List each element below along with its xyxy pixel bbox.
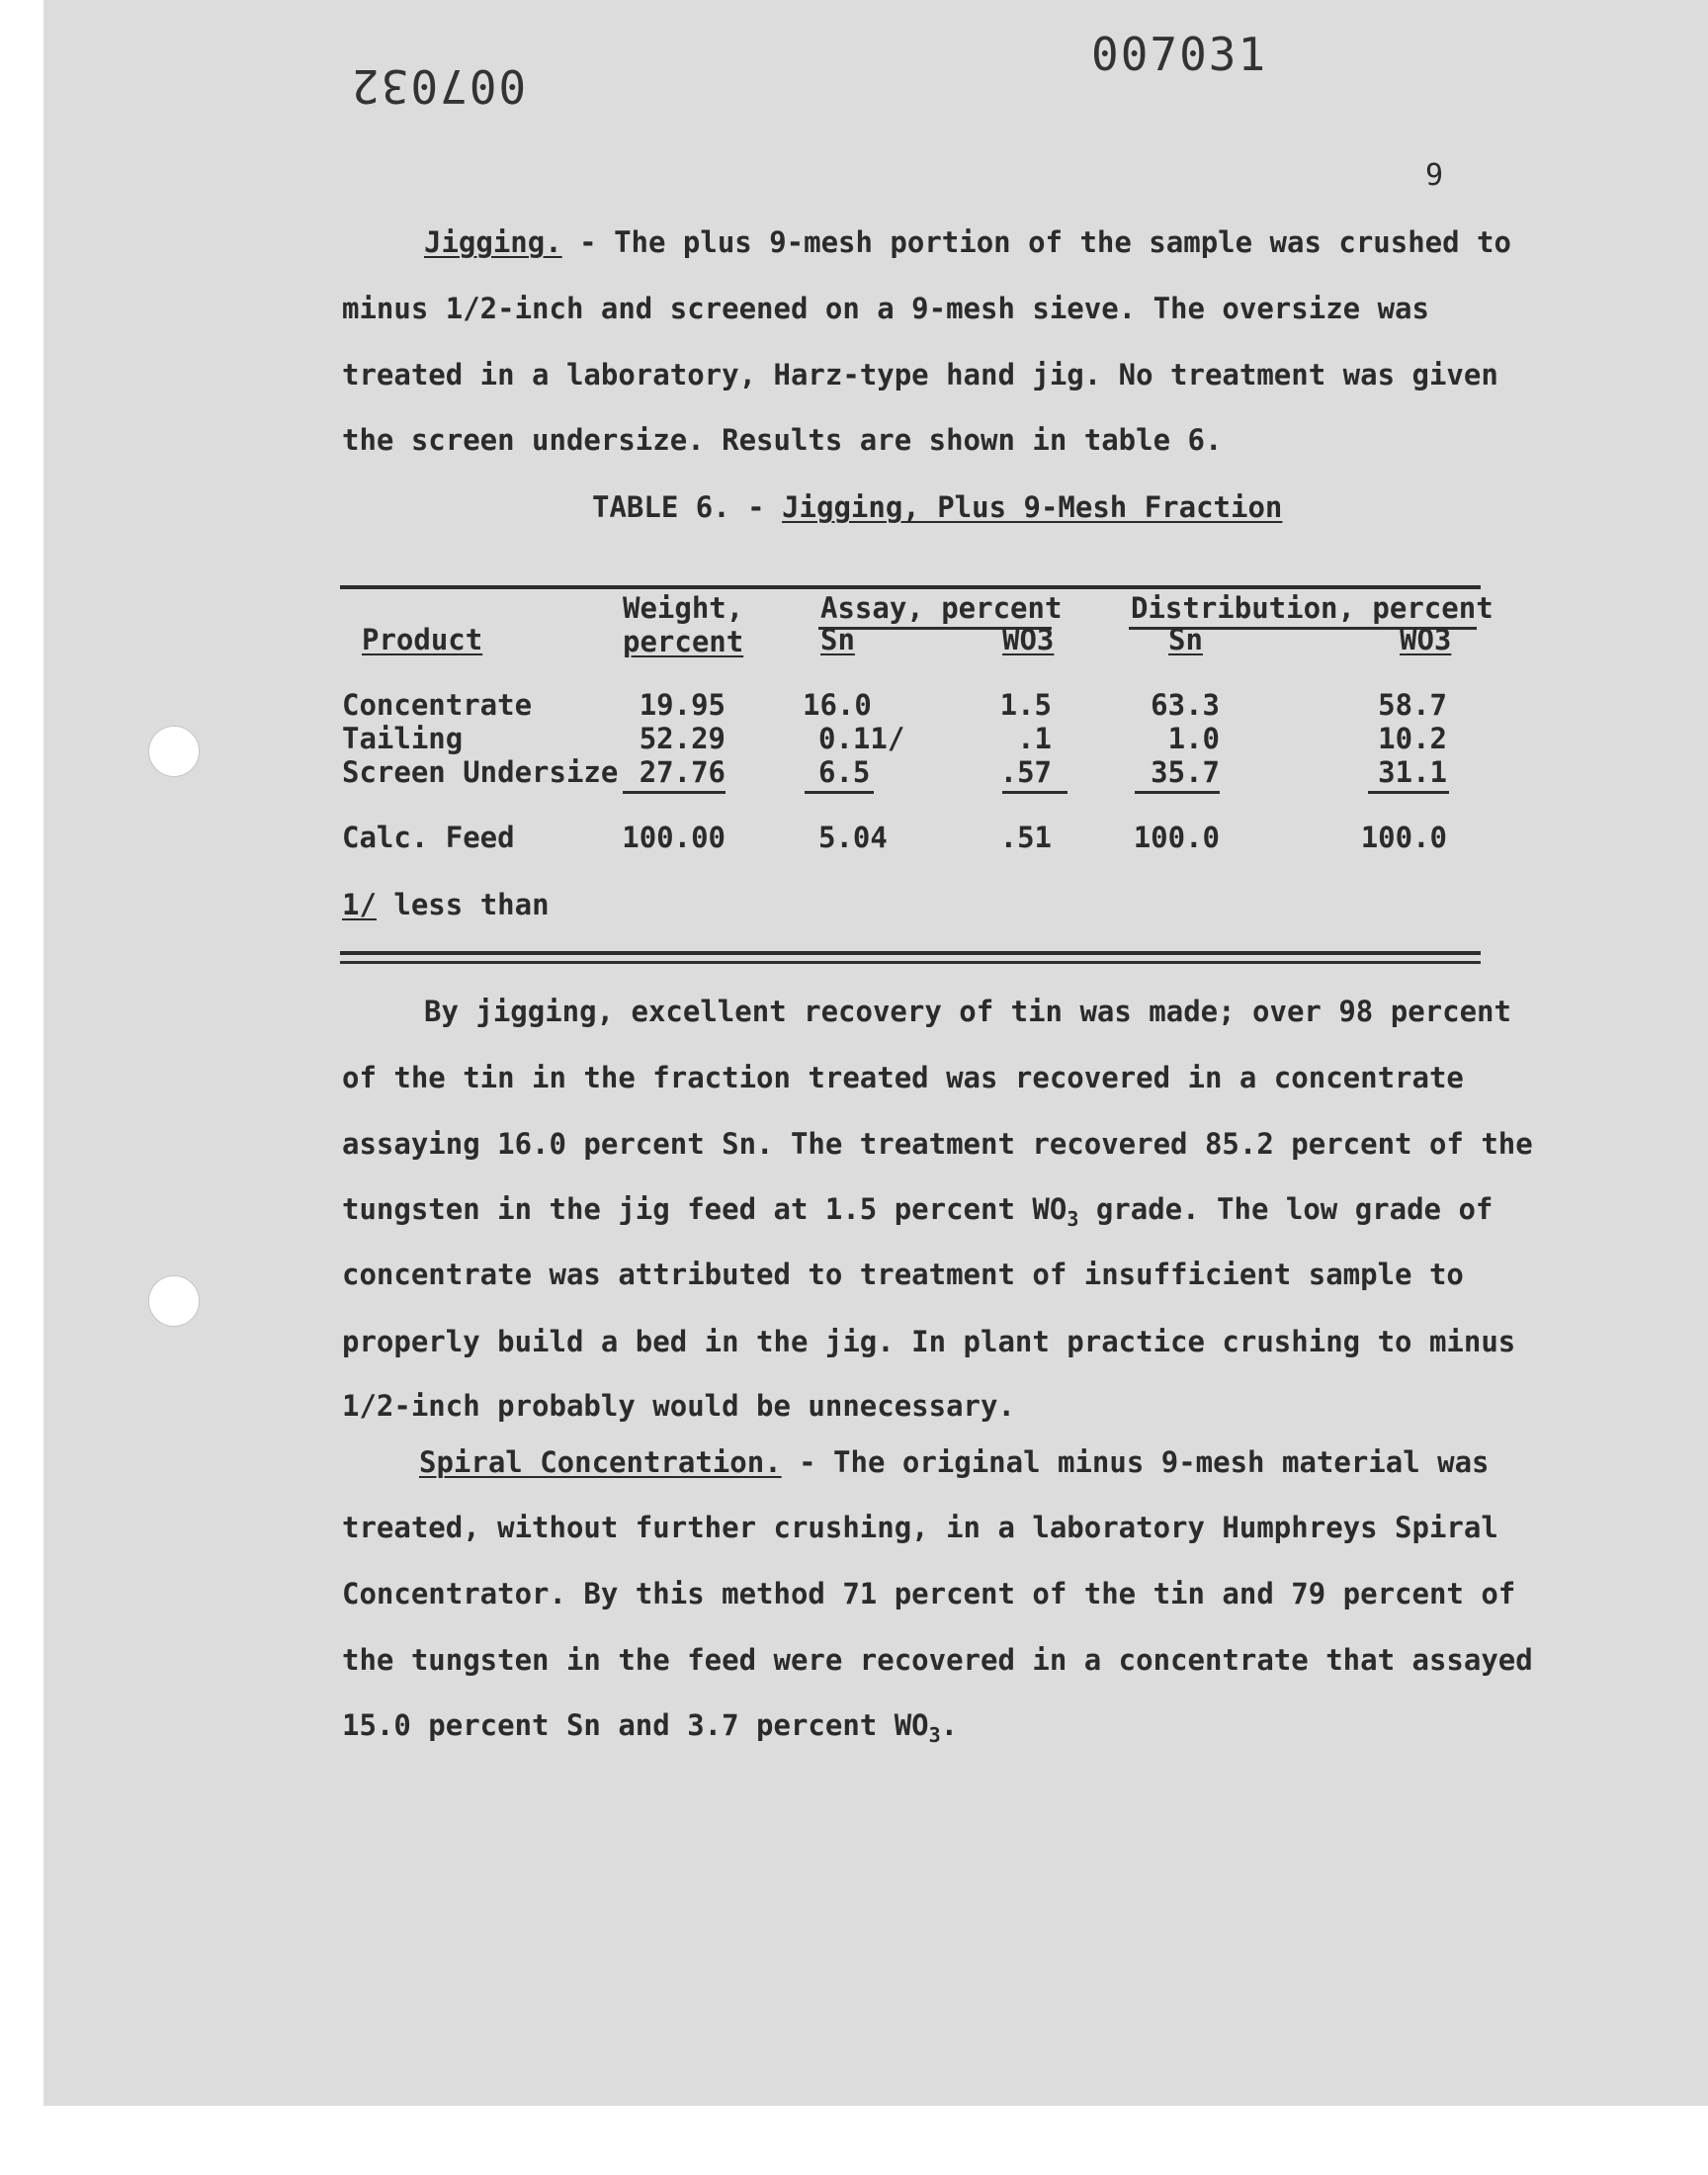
table-footnote bbox=[342, 888, 550, 921]
table-top-rule bbox=[340, 585, 1481, 589]
header-assay-wo3: WO3 bbox=[1002, 623, 1055, 656]
header-product: Product bbox=[362, 623, 483, 656]
row-product: Screen Undersize bbox=[342, 755, 619, 789]
sum-rule bbox=[1368, 791, 1449, 794]
header-dist-wo3: WO3 bbox=[1400, 623, 1452, 656]
jigging-line-3: treated in a laboratory, Harz-type hand jig. No treatment was given bbox=[342, 358, 1498, 392]
spiral-line-1: Spiral Concentration. - The original minus 9-mesh material was bbox=[419, 1445, 1490, 1479]
total-dist-wo3: 100.0 bbox=[1360, 821, 1447, 854]
row-assay-sn: 0.11/ bbox=[818, 722, 905, 755]
row-weight: 52.29 bbox=[639, 722, 726, 755]
table-title: TABLE 6. - Jigging, Plus 9-Mesh Fraction bbox=[592, 490, 1283, 524]
punch-hole bbox=[148, 726, 200, 777]
row-product: Tailing bbox=[342, 722, 464, 755]
header-distribution: Distribution, percent bbox=[1131, 591, 1494, 625]
row-assay-sn: 6.5 bbox=[818, 755, 871, 789]
footnote-mark: 1/ bbox=[342, 888, 377, 921]
discussion-line-7: 1/2-inch probably would be unnecessary. bbox=[342, 1389, 1015, 1423]
row-weight: 27.76 bbox=[639, 755, 726, 789]
row-dist-wo3: 58.7 bbox=[1378, 688, 1447, 722]
row-assay-sn: 16.0 bbox=[803, 688, 872, 722]
discussion-line-6: properly build a bed in the jig. In plant practice crushing to minus bbox=[342, 1325, 1516, 1358]
row-product: Concentrate bbox=[342, 688, 533, 722]
discussion-line-5: concentrate was attributed to treatment of insufficient sample to bbox=[342, 1258, 1464, 1291]
row-dist-wo3: 10.2 bbox=[1378, 722, 1447, 755]
row-dist-sn: 35.7 bbox=[1151, 755, 1220, 789]
spiral-line-4: the tungsten in the feed were recovered in a concentrate that assayed bbox=[342, 1643, 1533, 1677]
spiral-line-2: treated, without further crushing, in a laboratory Humphreys Spiral bbox=[342, 1511, 1498, 1544]
sum-rule bbox=[805, 791, 874, 794]
row-assay-wo3: .1 bbox=[1017, 722, 1052, 755]
row-assay-wo3: .57 bbox=[999, 755, 1052, 789]
row-dist-wo3: 31.1 bbox=[1378, 755, 1447, 789]
jigging-heading: Jigging. bbox=[424, 225, 562, 259]
discussion-line-4: tungsten in the jig feed at 1.5 percent $WO_3$ grade. The low grade of bbox=[342, 1192, 1494, 1231]
document-page bbox=[43, 0, 1708, 2106]
header-weight: Weight, percent bbox=[623, 591, 744, 658]
discussion-line-2: of the tin in the fraction treated was recovered in a concentrate bbox=[342, 1061, 1464, 1094]
sum-rule bbox=[623, 791, 726, 794]
stamp-number: 007031 bbox=[1091, 28, 1268, 81]
discussion-line-1: By jigging, excellent recovery of tin was made; over 98 percent bbox=[424, 995, 1511, 1028]
table-bottom-rule bbox=[340, 961, 1481, 964]
header-assay: Assay, percent bbox=[820, 591, 1063, 625]
row-dist-sn: 63.3 bbox=[1151, 688, 1220, 722]
row-weight: 19.95 bbox=[639, 688, 726, 722]
row-assay-wo3: 1.5 bbox=[999, 688, 1052, 722]
header-assay-sn: Sn bbox=[820, 623, 855, 656]
footnote-text: less than bbox=[393, 888, 550, 921]
page-number: 9 bbox=[1425, 158, 1444, 193]
sum-rule bbox=[1002, 791, 1068, 794]
table-bottom-rule bbox=[340, 951, 1481, 955]
total-weight: 100.00 bbox=[622, 821, 726, 854]
header-dist-sn: Sn bbox=[1168, 623, 1203, 656]
mirrored-stamp-number: 007032 bbox=[350, 59, 527, 113]
discussion-line-3: assaying 16.0 percent Sn. The treatment recovered 85.2 percent of the bbox=[342, 1127, 1533, 1161]
spiral-line-5: 15.0 percent Sn and 3.7 percent $WO_3$. bbox=[342, 1708, 959, 1747]
total-assay-sn: 5.04 bbox=[818, 821, 888, 854]
jigging-line-2: minus 1/2-inch and screened on a 9-mesh sieve. The oversize was bbox=[342, 292, 1429, 325]
jigging-line-1: Jigging. - The plus 9-mesh portion of the sample was crushed to bbox=[424, 225, 1511, 259]
spiral-line-3: Concentrator. By this method 71 percent of the tin and 79 percent of bbox=[342, 1577, 1516, 1610]
total-dist-sn: 100.0 bbox=[1133, 821, 1220, 854]
total-product: Calc. Feed bbox=[342, 821, 515, 854]
total-assay-wo3: .51 bbox=[999, 821, 1052, 854]
row-dist-sn: 1.0 bbox=[1167, 722, 1220, 755]
sum-rule bbox=[1135, 791, 1220, 794]
spiral-heading: Spiral Concentration. bbox=[419, 1445, 782, 1479]
jigging-line-4: the screen undersize. Results are shown in table 6. bbox=[342, 423, 1223, 457]
punch-hole bbox=[148, 1275, 200, 1327]
